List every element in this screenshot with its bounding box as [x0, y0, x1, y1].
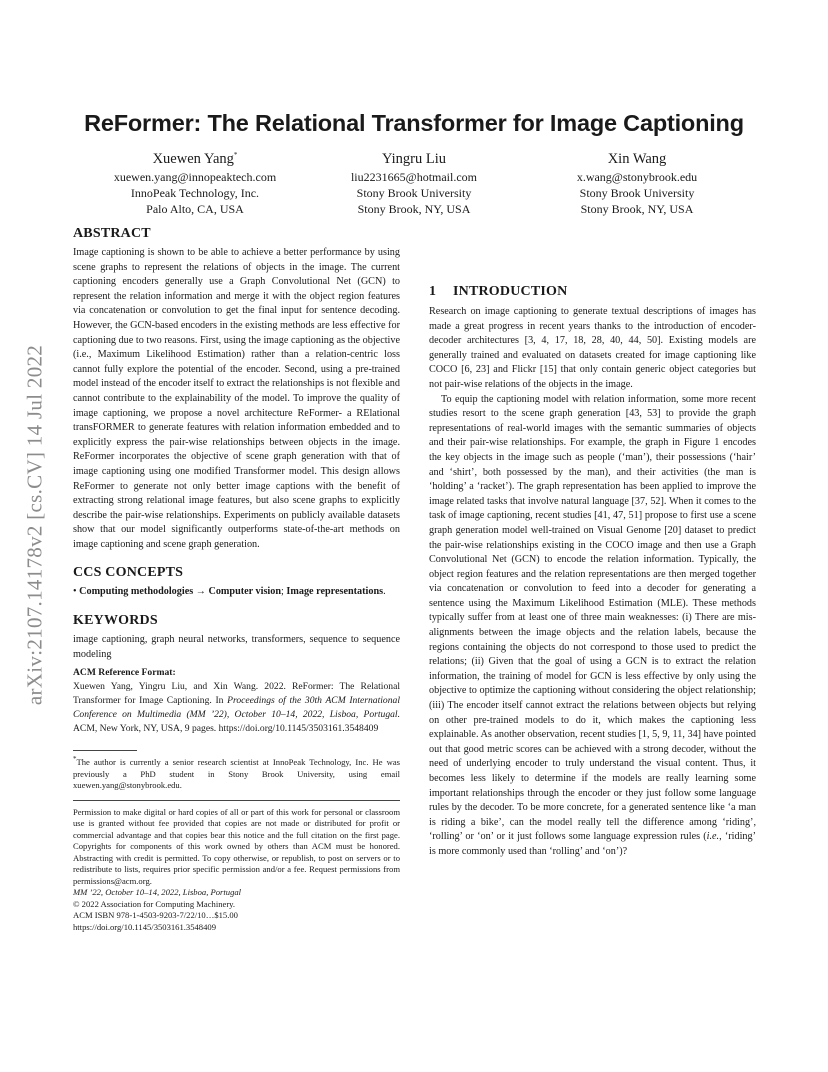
- introduction-heading: [429, 283, 756, 301]
- author-footnote: [73, 757, 400, 792]
- right-column: [429, 225, 756, 860]
- acm-reference-doi: ACM, New York, NY, USA, 9 pages. https://doi.org/10.1145/3503161.3548409: [73, 723, 379, 735]
- section-number: 1: [429, 284, 437, 299]
- author-name: Xin Wang: [607, 151, 667, 167]
- ccs-concepts: [73, 585, 400, 600]
- acm-reference-text: [73, 680, 400, 736]
- ccs-item: Computing methodologies: [79, 586, 194, 598]
- keywords-text: image captioning, graph neural networks, transformers, sequence to sequence modeling: [73, 634, 400, 660]
- ccs-separator: ;: [281, 586, 284, 598]
- permission-block: [73, 807, 400, 934]
- isbn: ACM ISBN 978-1-4503-9203-7/22/10…$15.00: [73, 910, 238, 921]
- author-block-1: [70, 150, 320, 217]
- acm-reference-continued-spacer: [429, 225, 756, 283]
- permission-venue: MM ’22, October 10–14, 2022, Lisboa, Portugal: [73, 887, 242, 898]
- abstract-text: Image captioning is shown to be able to achieve a better performance by using scene graphs to represent the relations of objects in the image. The current captioning encoders generally use a Graph Convolutional Net (GCN) to represent the relation information and merge it with the object region features via concatenation or convolution to get the final input for sentence decoding. However, the GCN-based encoders in the existing methods are less effective for captioning due to two reasons. First, using the image captioning as the objective (i.e., Maximum Likelihood Estimation) rather than a relation-centric loss cannot fully explore the potential of the encoder. Second, using a pre-trained model instead of the encoder itself to extract the relationships is not flexible and cannot contribute to the explainability of the model. To improve the quality of image captioning, we propose a novel architecture ReFormer- a RElational transFORMER to generate features with relation information embedded and to explicitly express the pair-wise relationships between objects in the image. ReFormer incorporates the objective of scene graph generation with that of image captioning using one modified Transformer model. This design allows ReFormer to generate not only better image captions with the benefit of extracting strong relational image features, but also scene graphs to explicitly describe the pair-wise relationships. Experiments on publicly available datasets show that our model significantly outperforms state-of-the-art methods on image captioning and scene graph generation.: [73, 247, 400, 550]
- ccs-item: Computer vision: [208, 586, 282, 598]
- section-title: INTRODUCTION: [453, 284, 568, 299]
- keywords-heading: KEYWORDS: [73, 613, 158, 629]
- ccs-item: Image representations: [286, 586, 384, 598]
- footnote-mark: *: [73, 755, 77, 764]
- footnote-text: The author is currently a senior research scientist at InnoPeak Technology, Inc. He was previously a PhD student in Stony Brook University, using email xuewen.yang@stonybrook.edu.: [73, 757, 400, 791]
- doi-link[interactable]: https://doi.org/10.1145/3503161.3548409: [73, 921, 216, 932]
- ccs-period: .: [383, 586, 386, 598]
- author-block-3: [512, 150, 762, 217]
- acm-reference-heading: ACM Reference Format:: [73, 667, 176, 679]
- author-email: x.wang@stonybrook.edu: [576, 170, 698, 184]
- paper-title: ReFormer: The Relational Transformer for Image Captioning: [84, 110, 744, 136]
- author-affiliation: Stony Brook University: [356, 186, 472, 200]
- author-name: Xuewen Yang: [152, 151, 234, 167]
- author-block-2: [289, 150, 539, 217]
- author-location: Palo Alto, CA, USA: [146, 202, 244, 216]
- intro-paragraph-2-end: , ‘riding’ is more commonly used than ‘rolling’ and ‘on’)?: [429, 831, 756, 857]
- abstract-heading: ABSTRACT: [73, 226, 151, 241]
- permission-text: Permission to make digital or hard copies of all or part of this work for personal or classroom use is granted without fee provided that copies are not made or distributed for profit or commercial advantage and that copies bear this notice and the full citation on the first page. Copyrights for components of this work owned by others than ACM must be honored. Abstracting with credit is permitted. To copy otherwise, or republish, to post on servers or to redistribute to lists, requires prior specific permission and/or a fee. Request permissions from permissions@acm.org.: [73, 806, 400, 886]
- acm-reference: [73, 666, 400, 736]
- author-location: Stony Brook, NY, USA: [580, 202, 694, 216]
- author-affiliation: Stony Brook University: [579, 186, 695, 200]
- permission-rule: [73, 800, 400, 801]
- intro-paragraph-2-body: To equip the captioning model with relation information, some more recent studies resort to the scene graph generation [43, 53] to provide the graph representations of real-world images with the semantic summaries of objects and their pair-wise relationships. For example, the graph in Figure 1 encodes the key objects in the image such as people (‘man’), their possessions (‘hair’ and ‘shirt’, both possessed by the man), and their activities (the man is ‘holding’ a ‘racket’). The graph representation has been applied to improve the image related tasks that involve natural language [37, 52]. When it comes to the task of image captioning, recent studies [41, 47, 51] propose to first use a scene graph generation model well-trained on Visual Genome [20] dataset to predict the pair-wise relationships existing in the COCO image and then use a Graph Convolutional Net (GCN) to encode the relation information. Typically, the object region features and the relation representations are then merged together via concatenation or convolution to feed into a decoder for generating a sentence using the Maximum Likelihood Estimation (MLE). These methods typically suffer from at least one of three main weaknesses: (i) There are mis-alignments between the image objects and the relation labels, because the regions containing the objects do not correspond to those used to predict the relations; (ii) Given that the goal of using a GCN is to extract the relation information, the training of model for GCN is less effective by only using the objective to optimize the captioning without considering the object relationship; (iii) The encoder itself cannot extract the relations between objects but relying on other pre-trained models to do it, which makes the captioning less explainable. As another observation, recent studies [1, 5, 9, 11, 34] have pointed out that good metric scores can be achieved with a strong decoder, without the need of underlying encoder to truly understand the visual content. Thus, it becomes less likely to determine if the models are really learning some important relationships through the encoder or they just follow some language rules by the decoder. To be more concrete, for a generated sentence like ‘a man is riding a bike’, can the model really tell the difference among ‘riding’, ‘rolling’ or ‘on’ or it just follows some language expression rules (: [429, 393, 756, 843]
- left-column: [73, 225, 400, 933]
- author-footnote-mark: *: [233, 151, 238, 160]
- acm-reference-citation: Xuewen Yang, Yingru Liu, and Xin Wang. 2022. ReFormer: The Relational Transformer for Image Captioning. In: [73, 681, 400, 707]
- intro-paragraph-2-ie: i.e.: [706, 831, 720, 843]
- footnote-rule: [73, 750, 137, 751]
- intro-paragraph-2: [429, 393, 756, 860]
- arxiv-identifier: arXiv:2107.14178v2 [cs.CV] 14 Jul 2022: [22, 344, 47, 706]
- ccs-arrow: →: [195, 586, 206, 598]
- intro-paragraph-1: Research on image captioning to generate textual descriptions of images has made a great progress in recent years thanks to the introduction of encoder-decoder architectures [3, 4, 17, 18, 28, 40, 44, 50]. Existing models are generally trained and evaluated on datasets created for image captioning like COCO [6, 23] and Flickr [15] that only contain generic object categories but not pair-wise relations of the objects in the image.: [429, 306, 756, 390]
- author-location: Stony Brook, NY, USA: [357, 202, 471, 216]
- acm-reference-venue: Proceedings of the 30th ACM International Conference on Multimedia (MM ’22), October 10–14, 2022, Lisboa, Portugal.: [73, 695, 400, 721]
- author-email: xuewen.yang@innopeaktech.com: [113, 170, 277, 184]
- arxiv-stamp: [20, 290, 50, 760]
- author-affiliation: InnoPeak Technology, Inc.: [130, 186, 260, 200]
- ccs-bullet: •: [73, 586, 77, 598]
- copyright-notice: © 2022 Association for Computing Machinery.: [73, 898, 236, 909]
- ccs-heading: CCS CONCEPTS: [73, 565, 184, 581]
- author-email: liu2231665@hotmail.com: [350, 170, 478, 184]
- author-name: Yingru Liu: [381, 151, 447, 167]
